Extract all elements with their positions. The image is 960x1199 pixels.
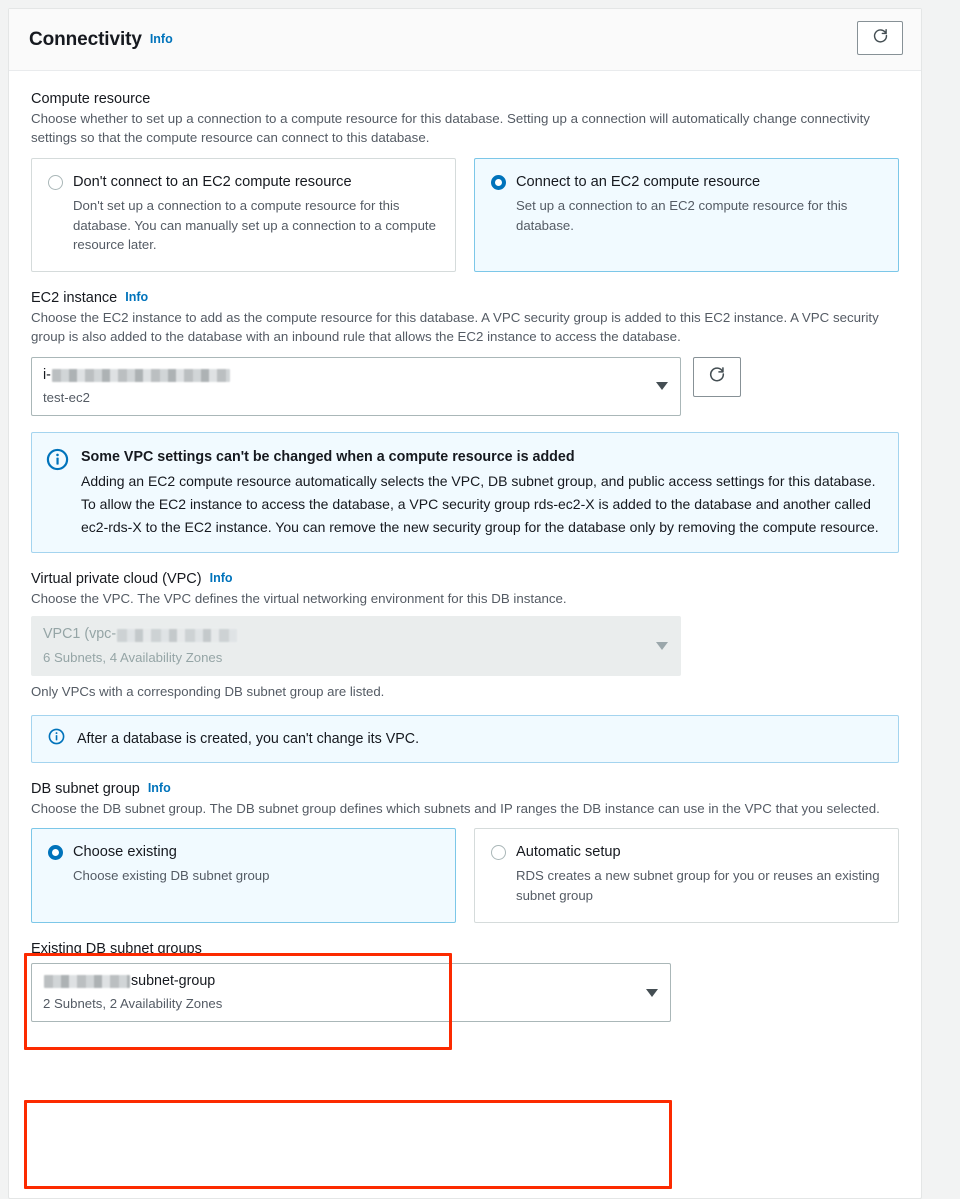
option-description: Choose existing DB subnet group (73, 868, 270, 884)
vpc-immutable-alert (31, 715, 899, 763)
vpc-info-link[interactable]: Info (209, 571, 233, 586)
option-dont-connect-ec2[interactable] (31, 158, 456, 273)
page-title: Connectivity (29, 28, 142, 50)
chevron-down-icon (656, 382, 668, 390)
redacted-instance-id (52, 369, 230, 382)
vpc-section (31, 571, 899, 699)
vpc-settings-alert-title: Some VPC settings can't be changed when a compute resource is added (81, 449, 575, 466)
vpc-value (43, 625, 646, 644)
option-head (491, 843, 882, 861)
vpc-description: Choose the VPC. The VPC defines the virtual networking environment for this DB instance. (31, 591, 567, 607)
connectivity-info-link[interactable]: Info (149, 31, 173, 46)
existing-db-subnet-groups-label-text: Existing DB subnet groups (31, 940, 202, 957)
option-description: RDS creates a new subnet group for you or reuses an existing subnet group (516, 868, 880, 904)
vpc-note: Only VPCs with a corresponding DB subnet group are listed. (31, 683, 385, 699)
option-title: Automatic setup (516, 844, 621, 861)
redacted-subnet-group-prefix (44, 975, 130, 988)
ec2-instance-section (31, 290, 899, 416)
option-head (491, 173, 882, 191)
existing-db-subnet-groups-section (31, 941, 899, 1022)
radio-connect-ec2[interactable] (491, 175, 506, 190)
existing-db-subnet-groups-label (31, 941, 899, 957)
option-connect-ec2[interactable] (474, 158, 899, 273)
vpc-select (31, 616, 681, 675)
db-subnet-group-label-text: DB subnet group (31, 780, 140, 797)
existing-db-subnet-groups-value-suffix: subnet-group (131, 972, 216, 989)
option-description: Don't set up a connection to a compute resource for this database. You can manually set up a connection to a compute resource later. (73, 197, 436, 253)
vpc-value-sub: 6 Subnets, 4 Availability Zones (43, 649, 223, 665)
connectivity-card (8, 8, 922, 1199)
compute-resource-section (31, 91, 899, 272)
db-subnet-group-options (31, 828, 899, 923)
existing-db-subnet-groups-select[interactable] (31, 963, 671, 1022)
info-circle-icon (48, 728, 65, 750)
vpc-settings-alert (31, 432, 899, 553)
option-title: Connect to an EC2 compute resource (516, 173, 761, 190)
compute-resource-description: Choose whether to set up a connection to a compute resource for this database. Setting up a connection will automatically change connectivity settings so that the compute resource can connect to this database. (31, 111, 870, 146)
info-circle-icon (46, 448, 69, 538)
ec2-instance-info-link[interactable]: Info (125, 290, 149, 305)
refresh-icon (708, 365, 726, 388)
compute-resource-label (31, 91, 899, 107)
card-header (9, 9, 921, 71)
option-head (48, 843, 439, 861)
option-title: Choose existing (73, 844, 177, 861)
refresh-icon (872, 27, 889, 49)
option-description: Set up a connection to an EC2 compute resource for this database. (516, 197, 848, 233)
vpc-settings-alert-body (81, 447, 881, 538)
option-head (48, 173, 439, 191)
ec2-instance-refresh-button[interactable] (693, 357, 741, 397)
vpc-label-text: Virtual private cloud (VPC) (31, 571, 202, 588)
ec2-instance-label-text: EC2 instance (31, 290, 118, 307)
db-subnet-group-info-link[interactable]: Info (147, 780, 171, 795)
vpc-settings-alert-text: Adding an EC2 compute resource automatically selects the VPC, DB subnet group, and public access settings for this database. To allow the EC2 instance to access the database, a VPC security group rds-ec2-X is added to the database and another called ec2-rds-X to the EC2 instance. You can remove the new security group for the database only by removing the compute resource. (81, 473, 879, 535)
option-choose-existing[interactable] (31, 828, 456, 923)
chevron-down-icon (656, 642, 668, 650)
redacted-vpc-id (117, 629, 237, 642)
ec2-instance-label (31, 290, 899, 306)
chevron-down-icon (646, 989, 658, 997)
vpc-value-prefix: VPC1 (vpc- (43, 626, 117, 643)
refresh-button[interactable] (857, 21, 903, 55)
db-subnet-group-section (31, 781, 899, 923)
vpc-immutable-alert-text: After a database is created, you can't change its VPC. (77, 730, 420, 747)
compute-resource-label-text: Compute resource (31, 91, 151, 107)
radio-dont-connect-ec2[interactable] (48, 175, 63, 190)
option-automatic-setup[interactable] (474, 828, 899, 923)
db-subnet-group-description: Choose the DB subnet group. The DB subnet group defines which subnets and IP ranges the DB instance can use in the VPC that you selected. (31, 800, 880, 816)
existing-db-subnet-groups-value (43, 972, 636, 991)
existing-db-subnet-groups-value-sub: 2 Subnets, 2 Availability Zones (43, 996, 223, 1012)
card-body (9, 71, 921, 1040)
ec2-instance-value-sub: test-ec2 (43, 389, 90, 405)
vpc-label (31, 571, 899, 587)
option-title: Don't connect to an EC2 compute resource (73, 173, 352, 190)
radio-automatic-setup[interactable] (491, 845, 506, 860)
ec2-instance-select[interactable] (31, 357, 681, 416)
ec2-instance-select-row (31, 357, 899, 416)
ec2-instance-description: Choose the EC2 instance to add as the compute resource for this database. A VPC security group is added to this EC2 instance. A VPC security group is also added to the database with an inbound rule that allows the EC2 instance to access the database. (31, 310, 879, 345)
radio-choose-existing[interactable] (48, 845, 63, 860)
ec2-instance-value-prefix: i- (43, 366, 51, 383)
compute-resource-options (31, 158, 899, 273)
db-subnet-group-label (31, 781, 899, 797)
ec2-instance-value (43, 366, 646, 385)
